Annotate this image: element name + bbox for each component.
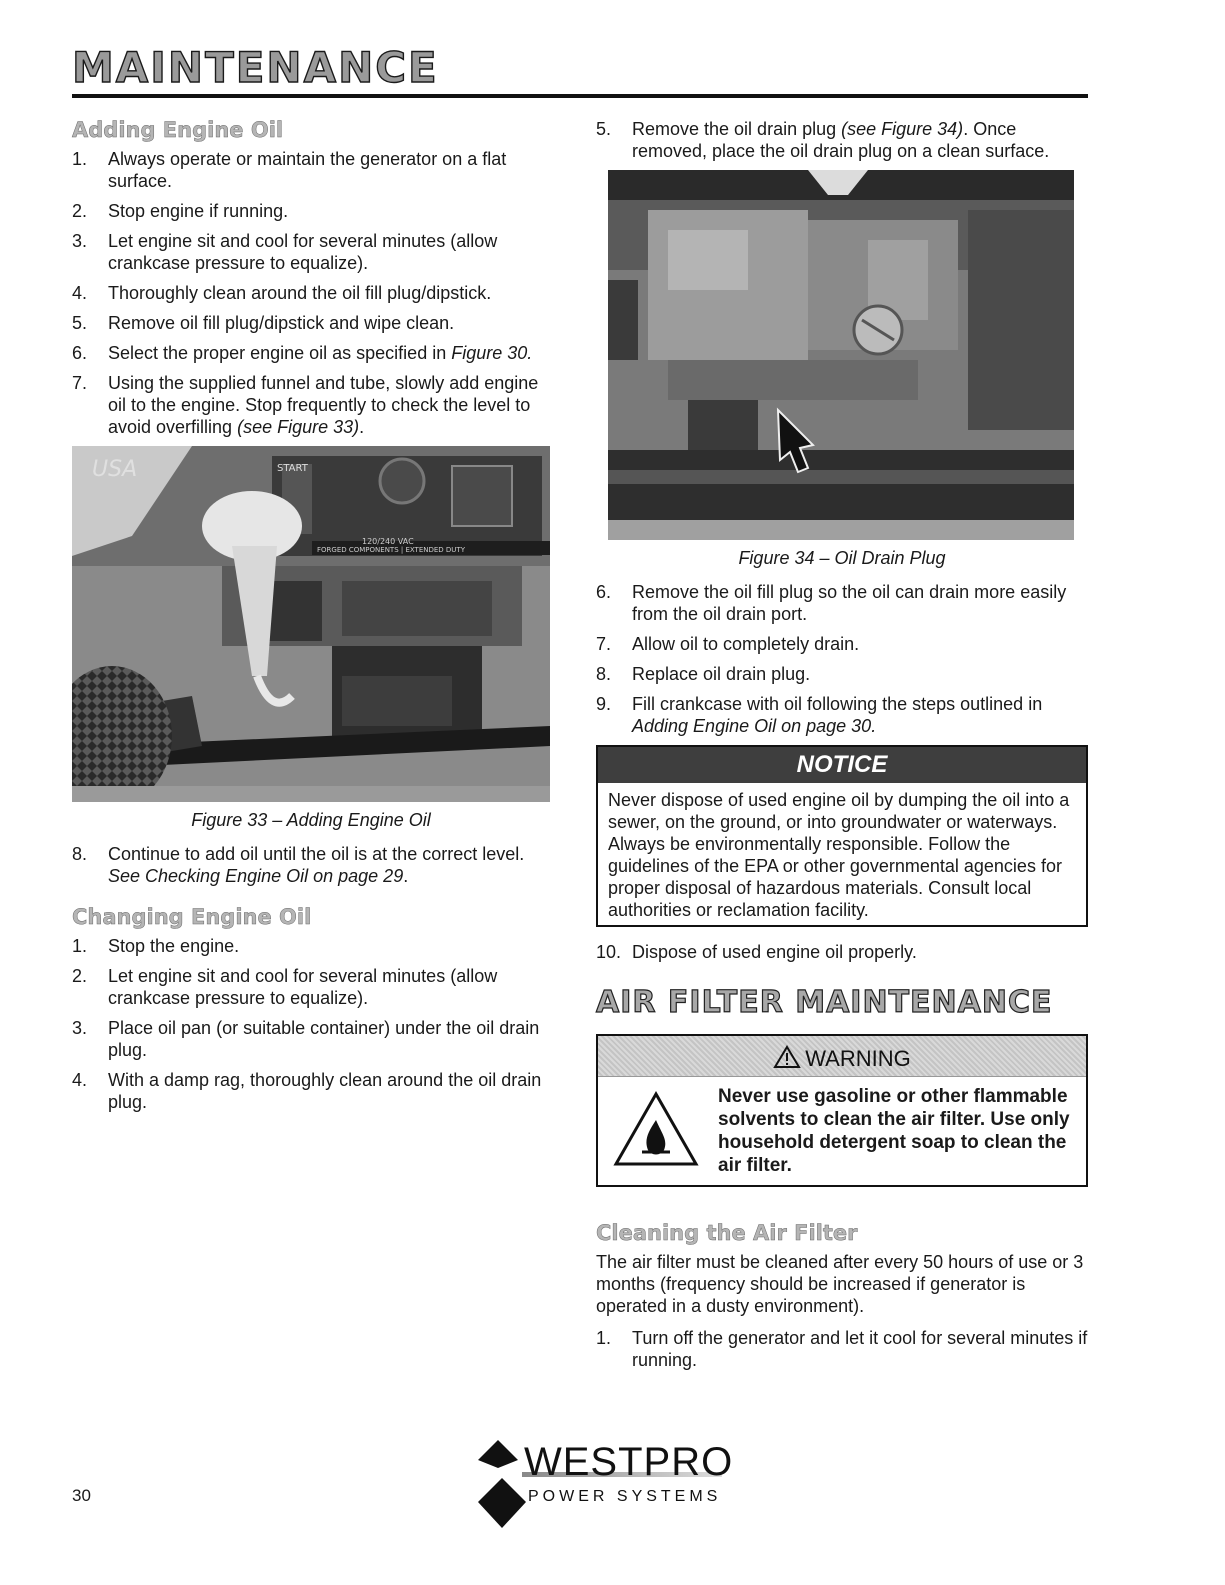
list-item: 7. Allow oil to completely drain. [596, 634, 860, 654]
warning-title: WARNING [805, 1046, 911, 1071]
list-item: 5. Remove the oil drain plug (see Figure 34). Once removed, place the oil drain plug on a clean surface. [596, 119, 1050, 161]
warning-header [598, 1036, 1086, 1077]
figure-reference: (see Figure 34) [841, 119, 964, 139]
strip-label: FORGED COMPONENTS | EXTENDED DUTY [317, 546, 465, 554]
page-title: MAINTENANCE [72, 43, 439, 92]
adding-oil-step-8 [72, 843, 550, 887]
figure-33-photo [72, 446, 550, 802]
right-column [596, 118, 1088, 1379]
page-number: 30 [72, 1486, 91, 1505]
changing-oil-step-5 [596, 118, 1088, 162]
list-item: 5. Remove oil fill plug/dipstick and wipe clean. [72, 313, 455, 333]
changing-oil-steps [72, 935, 550, 1113]
figure-34-caption: Figure 34 – Oil Drain Plug [738, 548, 946, 568]
notice-text: Never dispose of used engine oil by dumping the oil into a sewer, on the ground, or into groundwater or waterways. Always be environmentally responsible. Follow the guidelines of the EPA or other governmental agencies for proper disposal of hazardous materials. Consult local authorities or reclamation facility. [608, 790, 1070, 920]
page-reference: See Checking Engine Oil on page 29 [108, 866, 404, 886]
list-item: 10. Dispose of used engine oil properly. [596, 942, 917, 962]
list-item: 7. Using the supplied funnel and tube, slowly add engine oil to the engine. Stop frequently to check the level to avoid overfilling (see Figure 33). [72, 373, 539, 437]
cleaning-air-filter-heading: Cleaning the Air Filter [596, 1221, 858, 1245]
westpro-logo [476, 1438, 736, 1528]
flammable-hazard-icon [612, 1090, 702, 1173]
westpro-diamond-icon [476, 1438, 526, 1530]
volt-label: 120/240 VAC [362, 537, 414, 546]
cleaning-air-filter-text: The air filter must be cleaned after every 50 hours of use or 3 months (frequency should be increased if generator is operated in a dusty environment). [596, 1252, 1084, 1316]
list-item: 6. Select the proper engine oil as specified in Figure 30. [72, 343, 533, 363]
list-item: 1. Turn off the generator and let it cool for several minutes if running. [596, 1328, 1088, 1370]
list-item: 8. Replace oil drain plug. [596, 664, 811, 684]
list-item: 2. Stop engine if running. [72, 201, 289, 221]
left-column [72, 118, 550, 1121]
list-item: 8. Continue to add oil until the oil is at the correct level. See Checking Engine Oil on page 29. [72, 844, 525, 886]
list-item: 6. Remove the oil fill plug so the oil can drain more easily from the oil drain port. [596, 582, 1067, 624]
list-item: 4. With a damp rag, thoroughly clean around the oil drain plug. [72, 1070, 542, 1112]
start-label: START [277, 463, 308, 474]
figure-34-photo [608, 170, 1074, 540]
changing-oil-heading: Changing Engine Oil [72, 905, 312, 929]
notice-box [596, 745, 1088, 927]
changing-oil-step-10 [596, 941, 1088, 963]
figure-reference: (see Figure 33) [237, 417, 360, 437]
figure-reference: Figure 30 [451, 343, 528, 363]
adding-oil-steps [72, 148, 550, 438]
notice-title: NOTICE [598, 747, 1086, 783]
list-item: 1. Stop the engine. [72, 936, 240, 956]
air-filter-heading: AIR FILTER MAINTENANCE [596, 985, 1053, 1020]
list-item: 9. Fill crankcase with oil following the steps outlined in Adding Engine Oil on page 30. [596, 694, 1043, 736]
list-item: 4. Thoroughly clean around the oil fill plug/dipstick. [72, 283, 492, 303]
adding-oil-heading: Adding Engine Oil [72, 118, 284, 142]
logo-tagline: POWER SYSTEMS [528, 1488, 722, 1505]
list-item: 2. Let engine sit and cool for several minutes (allow crankcase pressure to equalize). [72, 966, 498, 1008]
oil-drain-plug-illustration [608, 170, 1074, 540]
figure-33-caption: Figure 33 – Adding Engine Oil [191, 810, 431, 830]
usa-label: USA [92, 457, 138, 482]
warning-box [596, 1034, 1088, 1187]
logo-wordmark: WESTPRO [524, 1440, 734, 1484]
list-item: 3. Place oil pan (or suitable container) under the oil drain plug. [72, 1018, 540, 1060]
alert-triangle-icon [773, 1045, 801, 1069]
list-item: 3. Let engine sit and cool for several minutes (allow crankcase pressure to equalize). [72, 231, 498, 273]
list-item: 1. Always operate or maintain the generator on a flat surface. [72, 149, 507, 191]
generator-funnel-illustration [72, 446, 550, 802]
page-header [72, 44, 1088, 98]
warning-text: Never use gasoline or other flammable solvents to clean the air filter. Use only household detergent soap to clean the air filter. [718, 1086, 1070, 1176]
air-filter-steps [596, 1327, 1088, 1371]
page-reference: Adding Engine Oil on page 30 [632, 716, 872, 736]
changing-oil-steps-continued [596, 581, 1088, 737]
